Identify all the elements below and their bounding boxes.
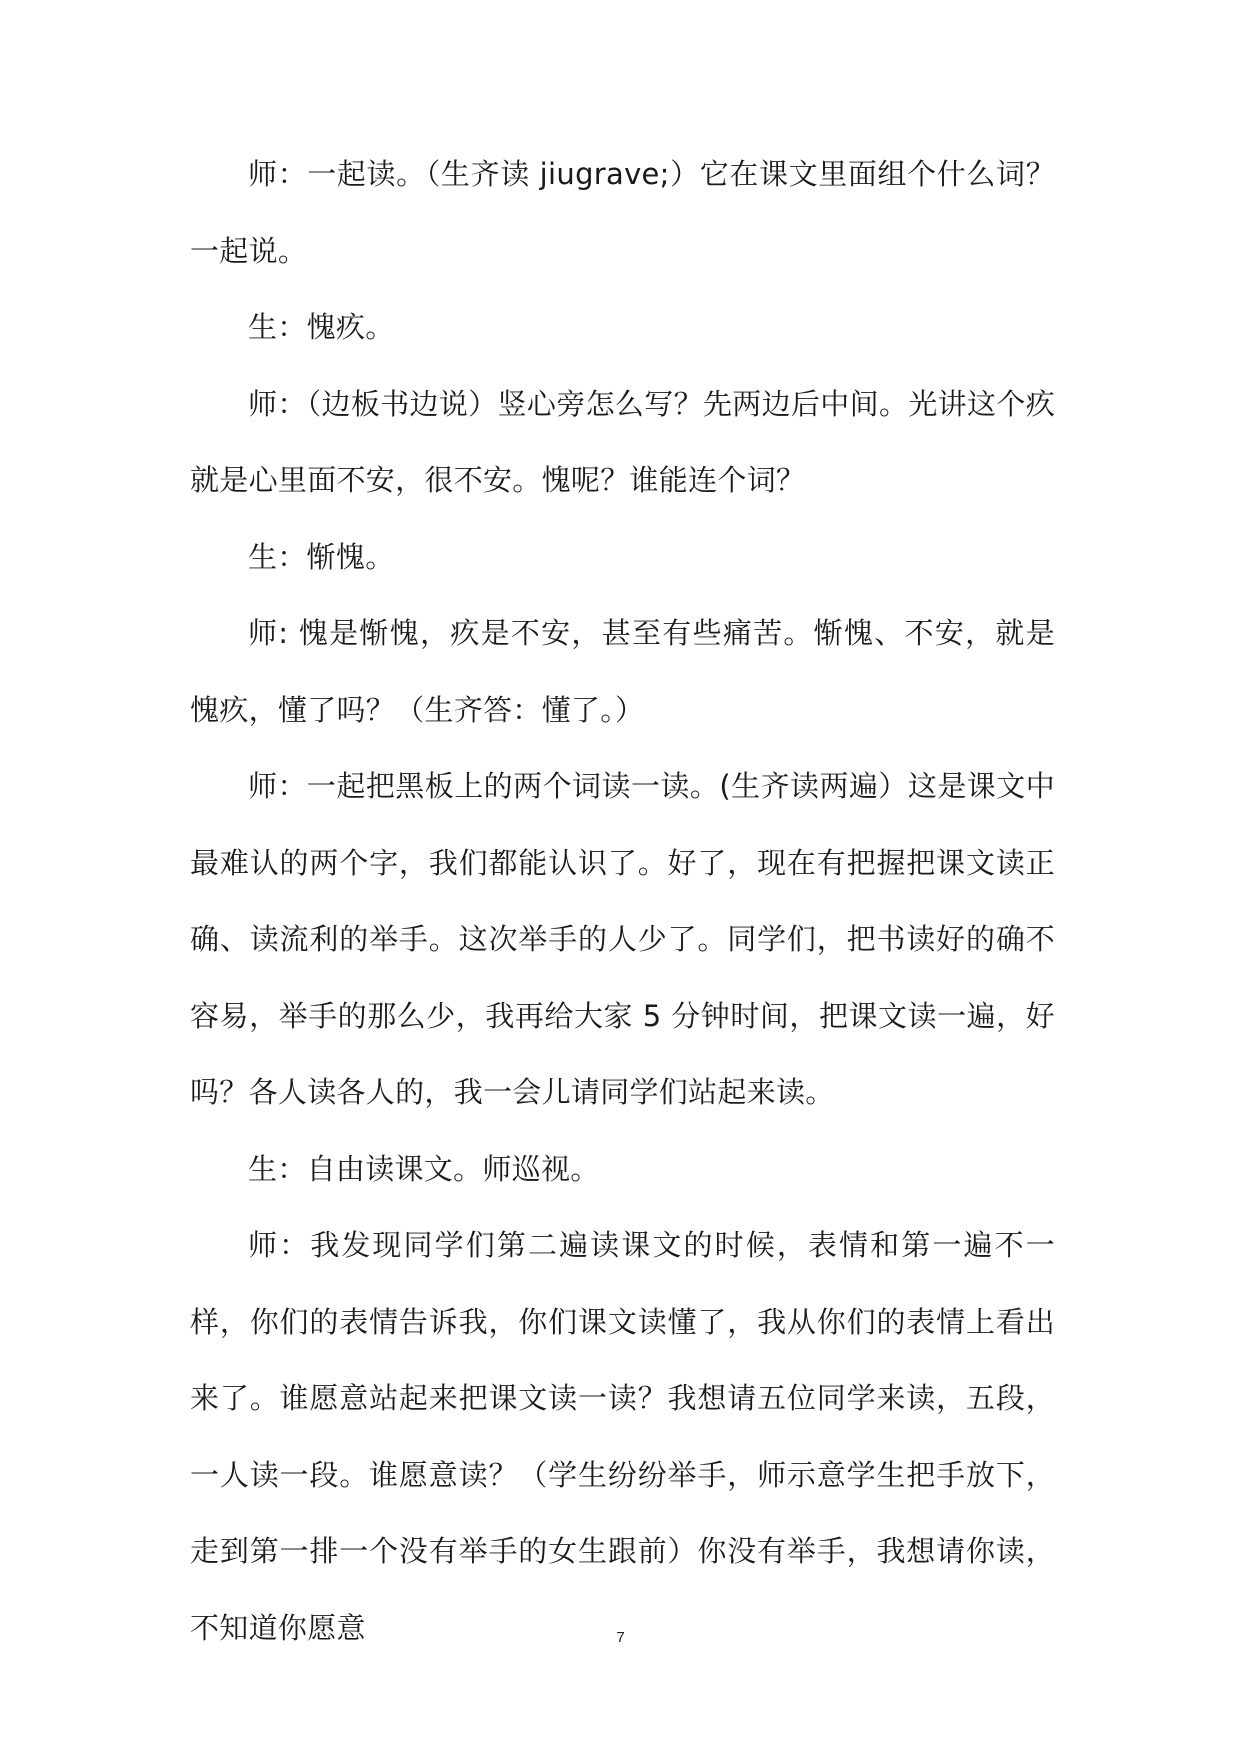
- document-body: [190, 136, 1055, 1666]
- paragraph: 生：惭愧。: [248, 539, 395, 574]
- paragraph: 生：自由读课文。师巡视。: [248, 1151, 600, 1186]
- paragraph: 师：一起读。（生齐读 jiugrave;）它在课文里面组个什么词？一起说。: [190, 157, 1055, 268]
- paragraph: 师: 愧是惭愧，疚是不安，甚至有些痛苦。惭愧、不安，就是愧疚，懂了吗？（生齐答：懂了。）: [190, 616, 1055, 727]
- paragraph: 师：我发现同学们第二遍读课文的时候，表情和第一遍不一样，你们的表情告诉我，你们课文读懂了，我从你们的表情上看出来了。谁愿意站起来把课文读一读？我想请五位同学来读，五段，一人读一段。谁愿意读？（学生纷纷举手，师示意学生把手放下，走到第一排一个没有举手的女生跟前）你没有举手，我想请你读，不知道你愿意: [190, 1228, 1055, 1645]
- paragraph: 师：一起把黑板上的两个词读一读。(生齐读两遍）这是课文中最难认的两个字，我们都能认识了。好了，现在有把握把课文读正确、读流利的举手。这次举手的人少了。同学们，把书读好的确不容易，举手的那么少，我再给大家 5 分钟时间，把课文读一遍，好吗？各人读各人的，我一会儿请同学们站起来读。: [190, 769, 1055, 1109]
- paragraph: 师：（边板书边说）竖心旁怎么写？先两边后中间。光讲这个疚就是心里面不安，很不安。愧呢？谁能连个词？: [190, 386, 1055, 497]
- page-number: 7: [616, 1629, 625, 1646]
- paragraph: 生：愧疚。: [248, 310, 395, 344]
